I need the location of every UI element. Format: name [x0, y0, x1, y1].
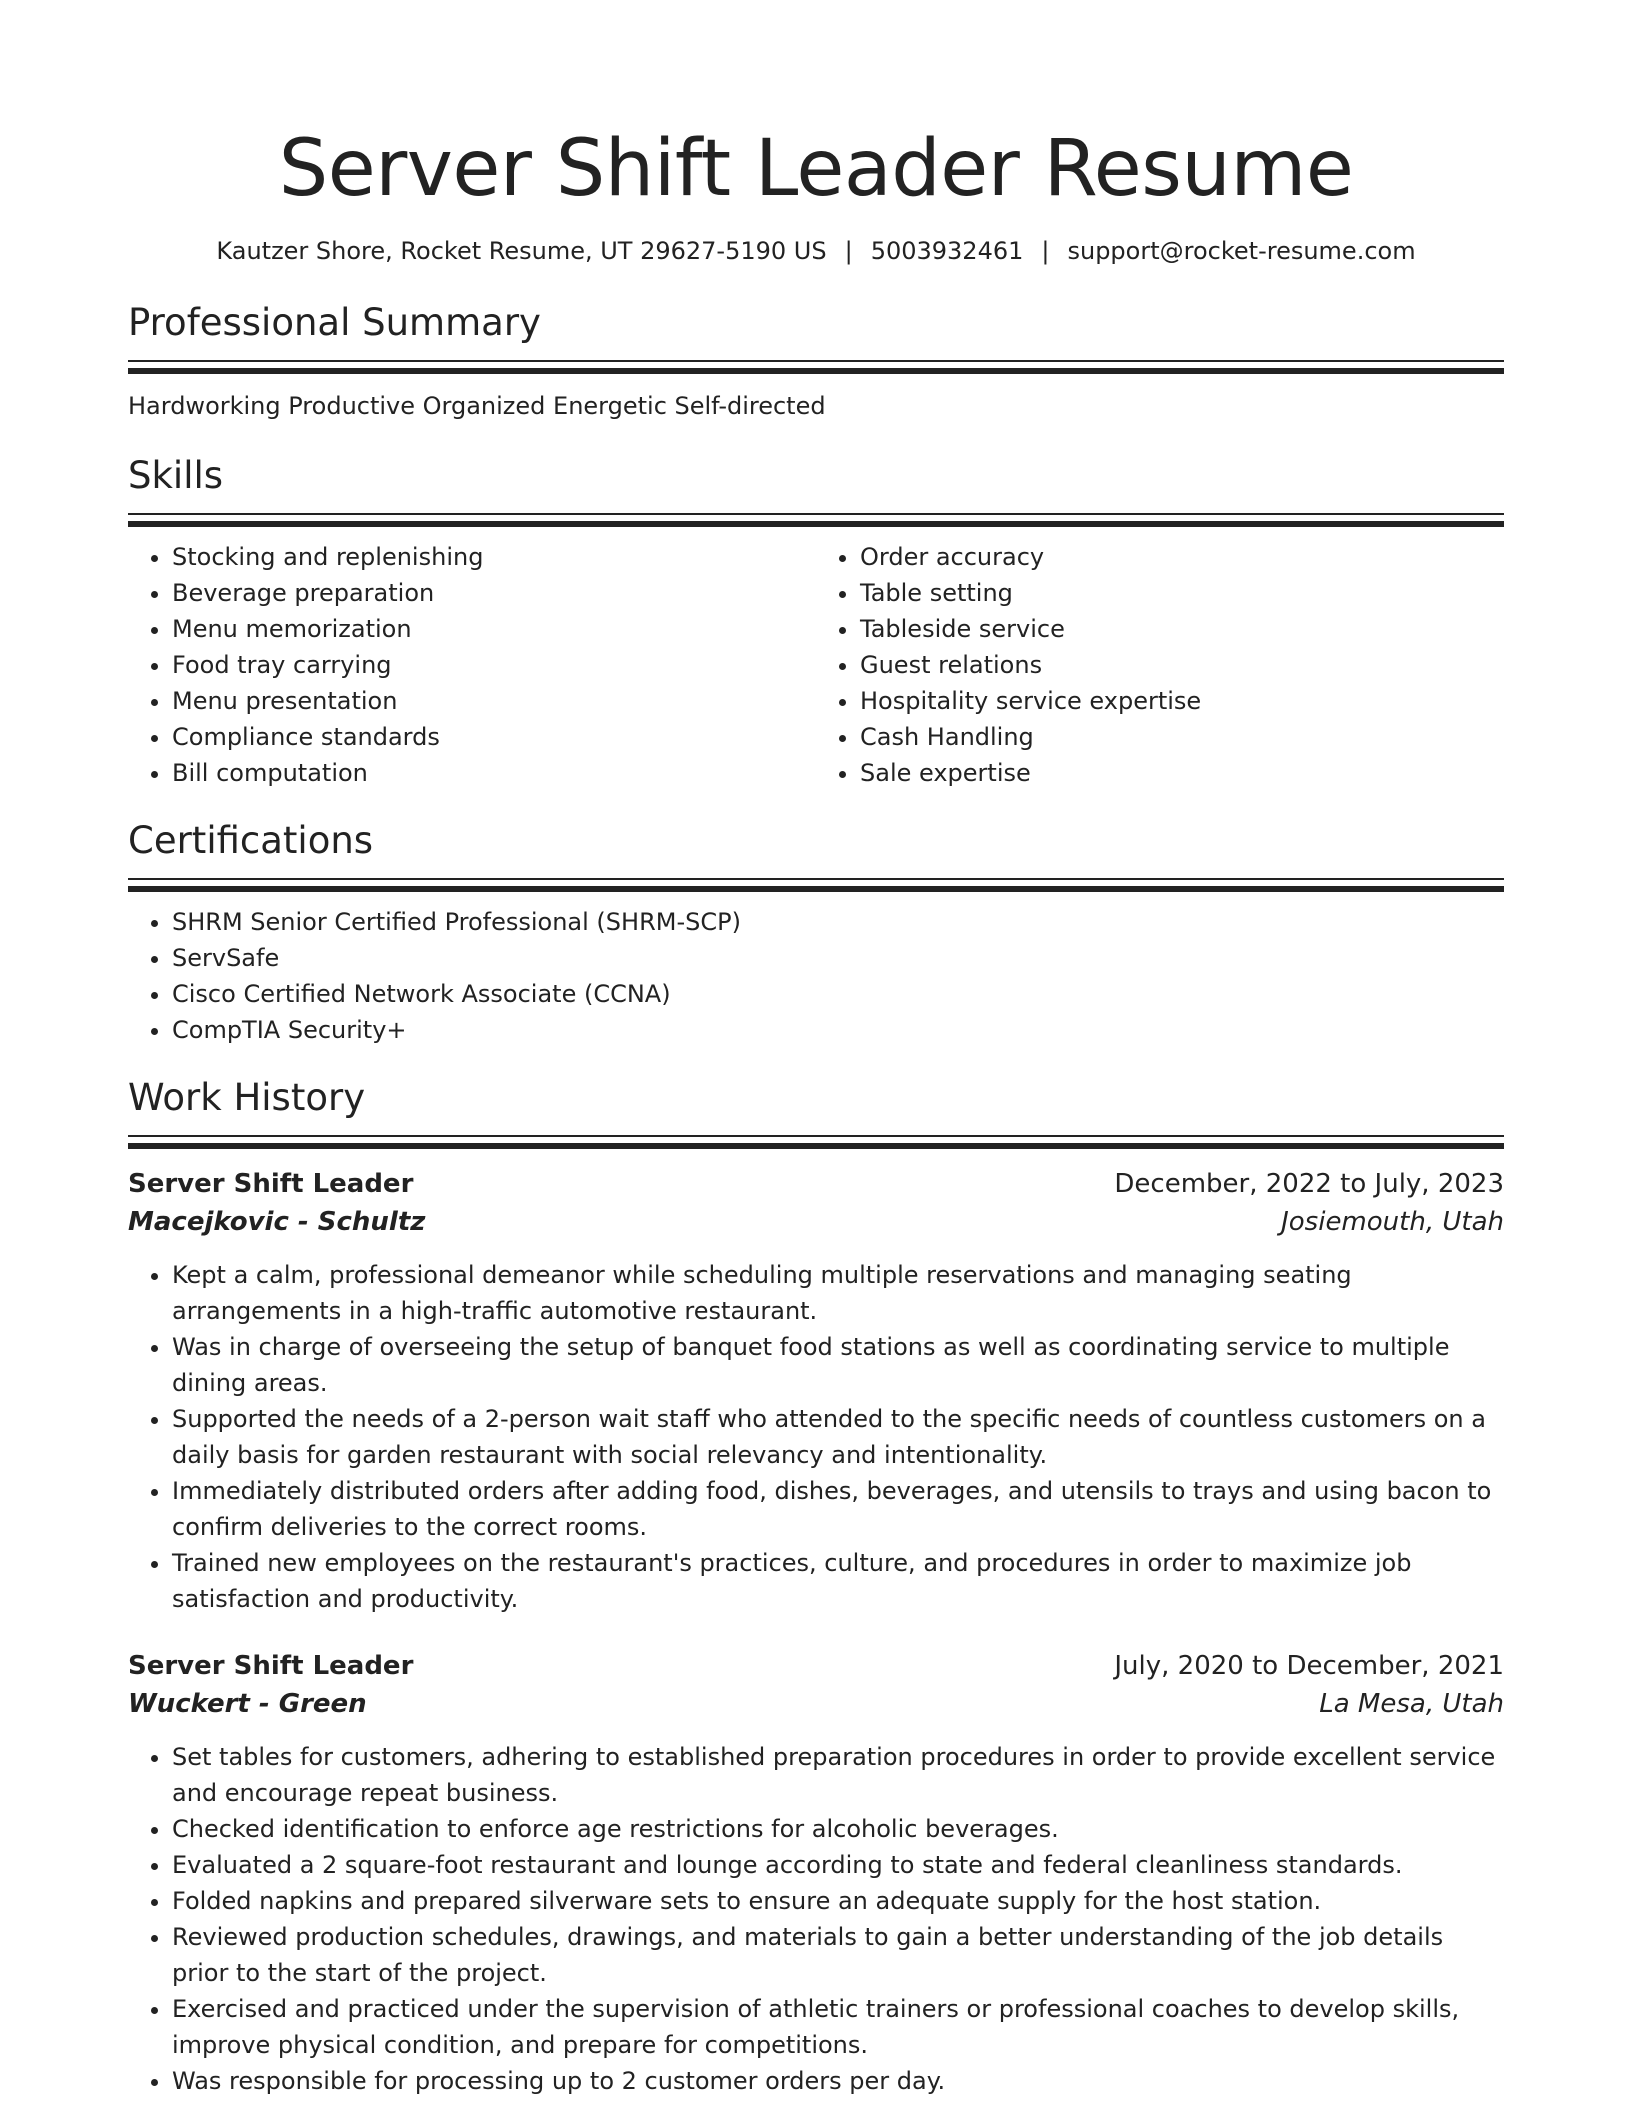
resume-page [128, 0, 1504, 2099]
job-subheader-row [128, 1203, 1504, 1241]
list-item: • Order accuracy [860, 539, 1504, 575]
job-subheader-row [128, 1685, 1504, 1723]
list-item: • Compliance standards [172, 719, 816, 755]
certifications-section [128, 817, 1504, 1048]
list-item: • Cisco Certified Network Associate (CCNA) [172, 976, 1504, 1012]
job-company: Wuckert - Green [128, 1689, 367, 1719]
contact-phone: 5003932461 [870, 237, 1024, 265]
contact-address: Kautzer Shore, Rocket Resume, UT 29627-5190 US [216, 237, 827, 265]
list-item: • Cash Handling [860, 719, 1504, 755]
job-dates: December, 2022 to July, 2023 [1114, 1169, 1504, 1199]
skills-columns [128, 539, 1504, 791]
job-dates: July, 2020 to December, 2021 [1114, 1651, 1504, 1681]
resume-title: Server Shift Leader Resume [278, 124, 1354, 214]
job-company: Macejkovic - Schultz [128, 1207, 426, 1237]
list-item: • Stocking and replenishing [172, 539, 816, 575]
job-duties-list [128, 1257, 1504, 1617]
list-item: • CompTIA Security+ [172, 1012, 1504, 1048]
list-item: • Menu presentation [172, 683, 816, 719]
list-item: • Menu memorization [172, 611, 816, 647]
list-item: • SHRM Senior Certified Professional (SHRM-SCP) [172, 904, 1504, 940]
job-location: La Mesa, Utah [1319, 1689, 1504, 1719]
summary-text: Hardworking Productive Organized Energetic Self-directed [128, 392, 826, 420]
work-history-section [128, 1074, 1504, 2099]
contact-separator: | [844, 237, 853, 265]
list-item: • Exercised and practiced under the supervision of athletic trainers or professional coaches to develop skills, improve physical condition, and prepare for competitions. [172, 1991, 1504, 2063]
list-item: • Guest relations [860, 647, 1504, 683]
list-item: • Kept a calm, professional demeanor while scheduling multiple reservations and managing seating arrangements in a high-traffic automotive restaurant. [172, 1257, 1504, 1329]
list-item: • ServSafe [172, 940, 1504, 976]
job-title: Server Shift Leader [128, 1651, 414, 1681]
contact-separator: | [1041, 237, 1050, 265]
list-item: • Trained new employees on the restaurant's practices, culture, and procedures in order to maximize job satisfaction and productivity. [172, 1545, 1504, 1617]
skills-list-left [128, 539, 816, 791]
job-duties-list [128, 1739, 1504, 2099]
contact-line [128, 233, 1504, 269]
job-header-row [128, 1165, 1504, 1203]
skills-section [128, 452, 1504, 791]
job-header-row [128, 1647, 1504, 1685]
summary-section [128, 299, 1504, 424]
list-item: • Hospitality service expertise [860, 683, 1504, 719]
list-item: • Tableside service [860, 611, 1504, 647]
contact-email: support@rocket-resume.com [1067, 237, 1416, 265]
section-divider [128, 360, 1504, 374]
section-divider [128, 513, 1504, 527]
job-entry [128, 1165, 1504, 1617]
certifications-list [128, 904, 1504, 1048]
list-item: • Sale expertise [860, 755, 1504, 791]
section-divider [128, 878, 1504, 892]
list-item: • Evaluated a 2 square-foot restaurant and lounge according to state and federal cleanliness standards. [172, 1847, 1504, 1883]
list-item: • Folded napkins and prepared silverware sets to ensure an adequate supply for the host station. [172, 1883, 1504, 1919]
list-item: • Bill computation [172, 755, 816, 791]
list-item: • Table setting [860, 575, 1504, 611]
skills-list-right [816, 539, 1504, 791]
work-history-heading: Work History [128, 1076, 366, 1119]
list-item: • Was responsible for processing up to 2 customer orders per day. [172, 2063, 1504, 2099]
list-item: • Was in charge of overseeing the setup of banquet food stations as well as coordinating service to multiple dining areas. [172, 1329, 1504, 1401]
job-title: Server Shift Leader [128, 1169, 414, 1199]
list-item: • Reviewed production schedules, drawings, and materials to gain a better understanding of the job details prior to the start of the project. [172, 1919, 1504, 1991]
list-item: • Set tables for customers, adhering to established preparation procedures in order to provide excellent service and encourage repeat business. [172, 1739, 1504, 1811]
summary-heading: Professional Summary [128, 301, 541, 344]
certifications-heading: Certifications [128, 819, 374, 862]
list-item: • Checked identification to enforce age restrictions for alcoholic beverages. [172, 1811, 1504, 1847]
list-item: • Beverage preparation [172, 575, 816, 611]
list-item: • Immediately distributed orders after adding food, dishes, beverages, and utensils to trays and using bacon to confirm deliveries to the correct rooms. [172, 1473, 1504, 1545]
job-entry [128, 1647, 1504, 2099]
skills-heading: Skills [128, 454, 224, 497]
job-location: Josiemouth, Utah [1281, 1207, 1504, 1237]
list-item: • Food tray carrying [172, 647, 816, 683]
list-item: • Supported the needs of a 2-person wait staff who attended to the specific needs of countless customers on a daily basis for garden restaurant with social relevancy and intentionality. [172, 1401, 1504, 1473]
section-divider [128, 1135, 1504, 1149]
